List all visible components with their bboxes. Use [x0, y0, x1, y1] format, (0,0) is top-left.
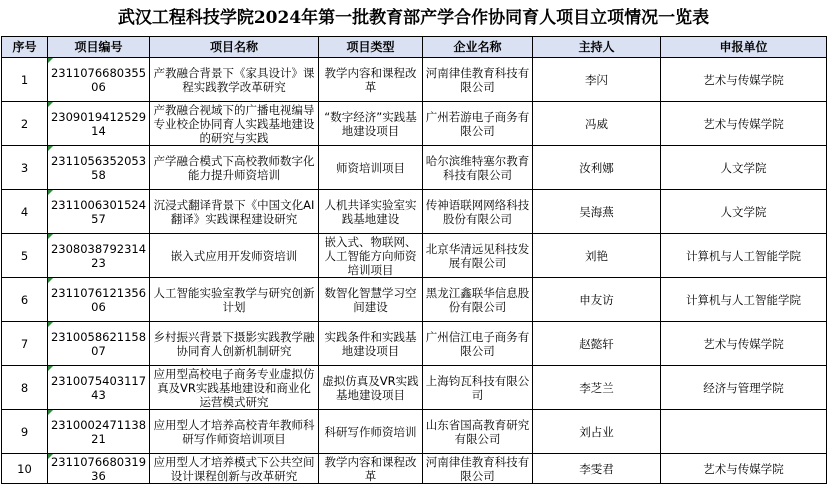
cell-type[interactable]: 实践条件和实践基地建设项目 [319, 322, 423, 366]
cell-company[interactable]: 哈尔滨维特塞尔教育科技有限公司 [423, 146, 533, 190]
cell-id[interactable]: 230803879231423 [48, 234, 150, 278]
cell-no[interactable]: 1 [2, 58, 48, 102]
project-table [1, 36, 827, 484]
table-row[interactable] [2, 366, 827, 410]
cell-id[interactable]: 231105635205358 [48, 146, 150, 190]
cell-type[interactable]: 嵌入式、物联网、人工智能方向师资培训项目 [319, 234, 423, 278]
cell-id[interactable]: 231007540311743 [48, 366, 150, 410]
cell-unit[interactable]: 艺术与传媒学院 [661, 102, 827, 146]
cell-host[interactable]: 李雯君 [533, 454, 661, 484]
cell-host[interactable]: 吴海燕 [533, 190, 661, 234]
cell-type[interactable]: 教学内容和课程改革 [319, 58, 423, 102]
cell-company[interactable]: 黑龙江鑫联华信息股份有限公司 [423, 278, 533, 322]
cell-host[interactable]: 赵懿轩 [533, 322, 661, 366]
cell-name[interactable]: 产教融合视域下的广播电视编导专业校企协同育人实践基地建设的研究与实践 [150, 102, 319, 146]
cell-no[interactable]: 7 [2, 322, 48, 366]
cell-type[interactable]: 数智化智慧学习空间建设 [319, 278, 423, 322]
cell-unit[interactable] [661, 410, 827, 454]
header-cell-no: 序号 [2, 37, 48, 58]
cell-no[interactable]: 8 [2, 366, 48, 410]
cell-company[interactable]: 山东省国高教育研究有限公司 [423, 410, 533, 454]
cell-type[interactable]: 人机共译实验室实践基地建设 [319, 190, 423, 234]
cell-type[interactable]: 科研写作师资培训 [319, 410, 423, 454]
cell-company[interactable]: 上海钧瓦科技有限公司 [423, 366, 533, 410]
cell-name[interactable]: 人工智能实验室教学与研究创新计划 [150, 278, 319, 322]
cell-unit[interactable]: 计算机与人工智能学院 [661, 278, 827, 322]
cell-company[interactable]: 传神语联网网络科技股份有限公司 [423, 190, 533, 234]
cell-type[interactable]: 师资培训项目 [319, 146, 423, 190]
cell-name[interactable]: 乡村振兴背景下摄影实践教学融协同育人创新机制研究 [150, 322, 319, 366]
cell-unit[interactable]: 经济与管理学院 [661, 366, 827, 410]
cell-name[interactable]: 应用型人才培养高校青年教师科研写作师资培训项目 [150, 410, 319, 454]
cell-id[interactable]: 231107612135606 [48, 278, 150, 322]
cell-company[interactable]: 河南律佳教育科技有限公司 [423, 454, 533, 484]
cell-type[interactable]: 虚拟仿真及VR实践基地建设项目 [319, 366, 423, 410]
cell-unit[interactable]: 计算机与人工智能学院 [661, 234, 827, 278]
cell-no[interactable]: 9 [2, 410, 48, 454]
cell-company[interactable]: 广州信江电子商务有限公司 [423, 322, 533, 366]
cell-host[interactable]: 李芝兰 [533, 366, 661, 410]
header-row [2, 37, 827, 58]
cell-host[interactable]: 李闪 [533, 58, 661, 102]
cell-id[interactable]: 231000247113821 [48, 410, 150, 454]
table-row[interactable] [2, 102, 827, 146]
cell-name[interactable]: 应用型人才培养模式下公共空间设计课程创新与改革研究 [150, 454, 319, 484]
cell-host[interactable]: 刘占业 [533, 410, 661, 454]
table-row[interactable] [2, 190, 827, 234]
cell-name[interactable]: 嵌入式应用开发师资培训 [150, 234, 319, 278]
cell-no[interactable]: 6 [2, 278, 48, 322]
cell-name[interactable]: 产教融合背景下《家具设计》课程实践教学改革研究 [150, 58, 319, 102]
table-row[interactable] [2, 410, 827, 454]
table-row[interactable] [2, 234, 827, 278]
cell-id[interactable]: 231107668031936 [48, 454, 150, 484]
cell-type[interactable]: “数字经济”实践基地建设项目 [319, 102, 423, 146]
header-cell-name: 项目名称 [150, 37, 319, 58]
cell-name[interactable]: 应用型高校电子商务专业虚拟仿真及VR实践基地建设和商业化运营模式研究 [150, 366, 319, 410]
cell-id[interactable]: 231100630152457 [48, 190, 150, 234]
cell-unit[interactable]: 人文学院 [661, 146, 827, 190]
header-cell-type: 项目类型 [319, 37, 423, 58]
cell-unit[interactable]: 艺术与传媒学院 [661, 322, 827, 366]
cell-id[interactable]: 230901941252914 [48, 102, 150, 146]
cell-no[interactable]: 3 [2, 146, 48, 190]
cell-unit[interactable]: 艺术与传媒学院 [661, 58, 827, 102]
cell-host[interactable]: 刘艳 [533, 234, 661, 278]
cell-no[interactable]: 10 [2, 454, 48, 484]
table-row[interactable] [2, 454, 827, 484]
cell-type[interactable]: 教学内容和课程改革 [319, 454, 423, 484]
cell-no[interactable]: 4 [2, 190, 48, 234]
table-row[interactable] [2, 322, 827, 366]
cell-host[interactable]: 申友访 [533, 278, 661, 322]
cell-no[interactable]: 5 [2, 234, 48, 278]
cell-name[interactable]: 沉浸式翻译背景下《中国文化AI翻译》实践课程建设研究 [150, 190, 319, 234]
cell-name[interactable]: 产学融合模式下高校教师数字化能力提升师资培训 [150, 146, 319, 190]
table-row[interactable] [2, 146, 827, 190]
cell-id[interactable]: 231005862115807 [48, 322, 150, 366]
cell-company[interactable]: 北京华清远见科技发展有限公司 [423, 234, 533, 278]
cell-company[interactable]: 广州若游电子商务有限公司 [423, 102, 533, 146]
table-row[interactable] [2, 278, 827, 322]
cell-id[interactable]: 231107668035506 [48, 58, 150, 102]
table-row[interactable] [2, 58, 827, 102]
cell-unit[interactable]: 艺术与传媒学院 [661, 454, 827, 484]
header-cell-unit: 申报单位 [661, 37, 827, 58]
cell-unit[interactable]: 人文学院 [661, 190, 827, 234]
cell-host[interactable]: 汝利娜 [533, 146, 661, 190]
cell-no[interactable]: 2 [2, 102, 48, 146]
header-cell-company: 企业名称 [423, 37, 533, 58]
header-cell-id: 项目编号 [48, 37, 150, 58]
header-cell-host: 主持人 [533, 37, 661, 58]
page-title: 武汉工程科技学院2024年第一批教育部产学合作协同育人项目立项情况一览表 [117, 8, 710, 28]
cell-company[interactable]: 河南律佳教育科技有限公司 [423, 58, 533, 102]
cell-host[interactable]: 冯威 [533, 102, 661, 146]
